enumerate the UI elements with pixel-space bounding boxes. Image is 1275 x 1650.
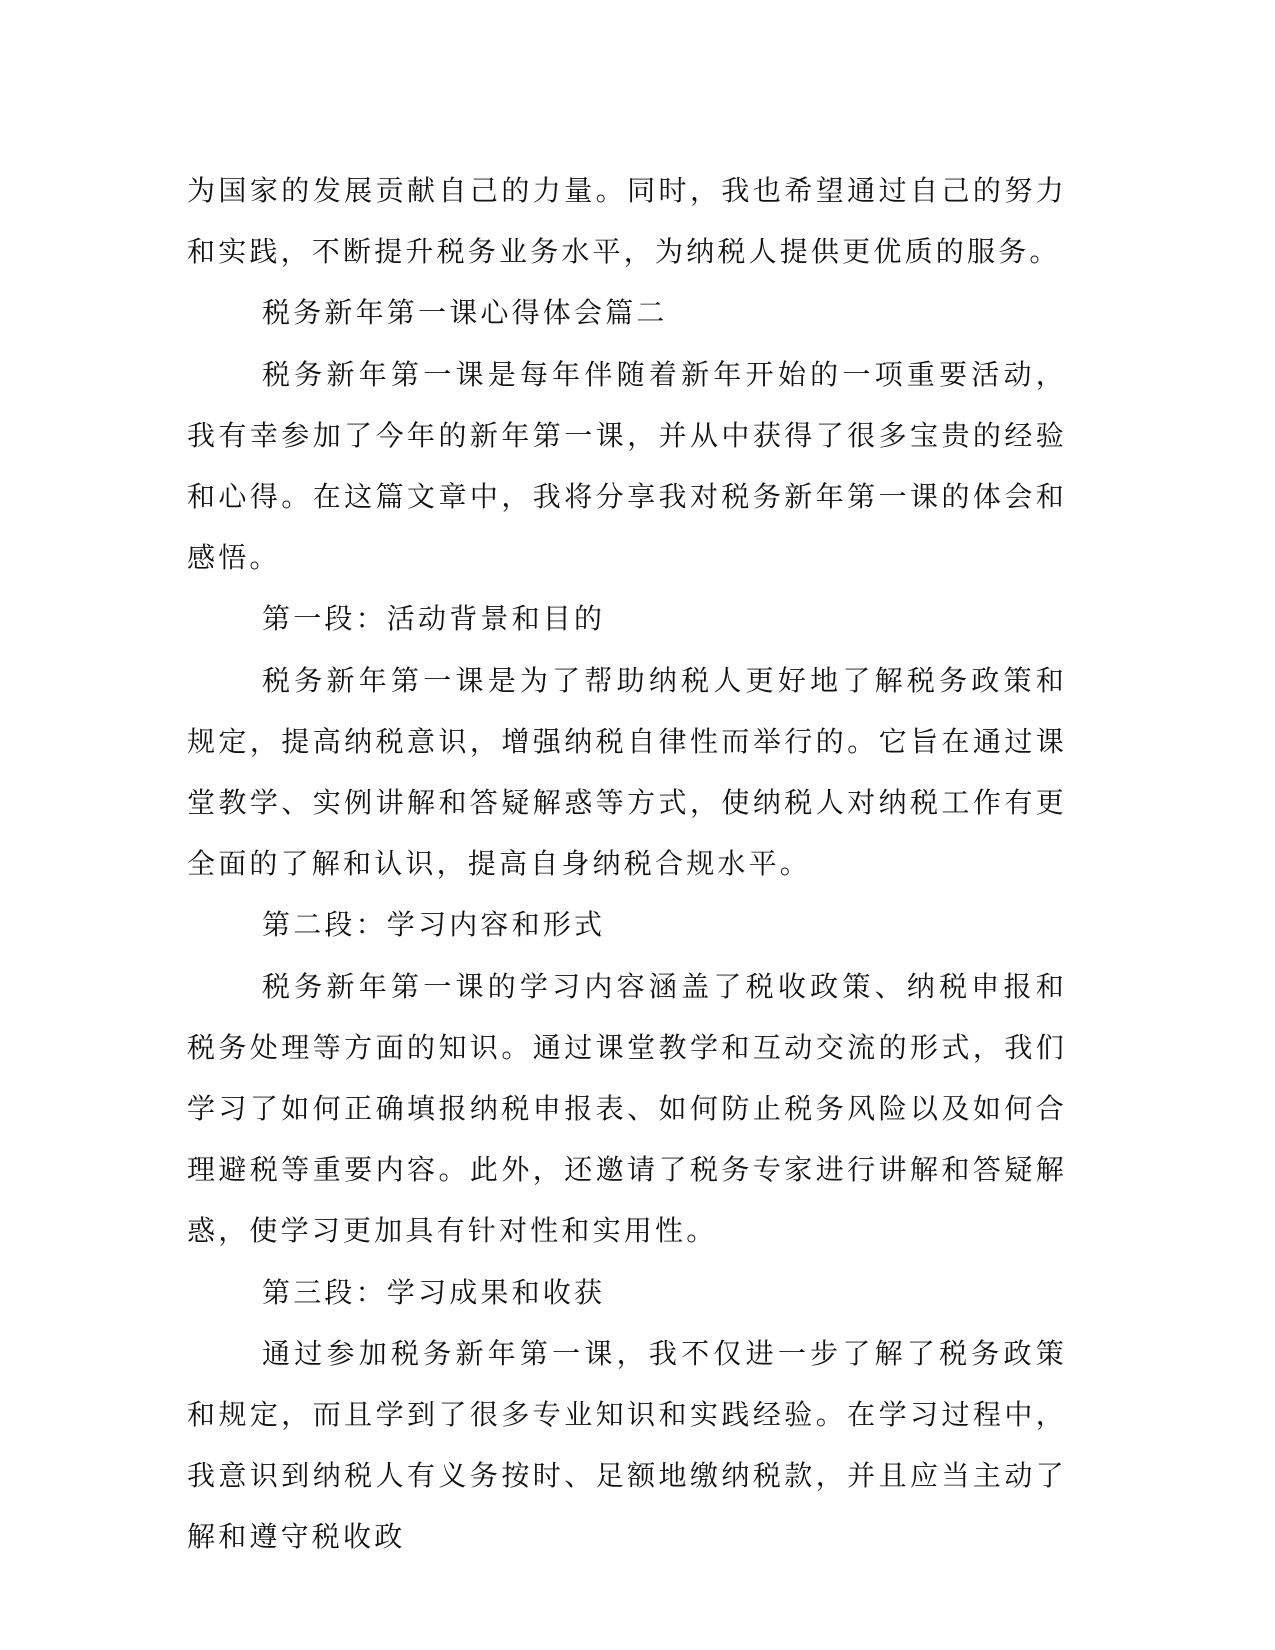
paragraph-content: 税务新年第一课的学习内容涵盖了税收政策、纳税申报和税务处理等方面的知识。通过课堂教学和互动交流的形式，我们学习了如何正确填报纳税申报表、如何防止税务风险以及如何合理避税等重要内容。此外，还邀请了税务专家进行讲解和答疑解惑，使学习更加具有针对性和实用性。 (187, 969, 1067, 1248)
paragraph-intro-continuation: 为国家的发展贡献自己的力量。同时，我也希望通过自己的努力和实践，不断提升税务业务水平，为纳税人提供更优质的服务。 (187, 174, 1067, 269)
section-heading-1: 第一段：活动背景和目的 (262, 602, 606, 636)
document-body (187, 160, 1067, 1568)
paragraph-results: 通过参加税务新年第一课，我不仅进一步了解了税务政策和规定，而且学到了很多专业知识和实践经验。在学习过程中，我意识到纳税人有义务按时、足额地缴纳税款，并且应当主动了解和遵守税收政 (187, 1336, 1067, 1554)
section-title: 税务新年第一课心得体会篇二 (262, 296, 668, 330)
paragraph-introduction: 税务新年第一课是每年伴随着新年开始的一项重要活动，我有幸参加了今年的新年第一课，并从中获得了很多宝贵的经验和心得。在这篇文章中，我将分享我对税务新年第一课的体会和感悟。 (187, 357, 1067, 575)
section-heading-3: 第三段：学习成果和收获 (262, 1275, 606, 1309)
paragraph-background: 税务新年第一课是为了帮助纳税人更好地了解税务政策和规定，提高纳税意识，增强纳税自律性而举行的。它旨在通过课堂教学、实例讲解和答疑解惑等方式，使纳税人对纳税工作有更全面的了解和认识，提高自身纳税合规水平。 (187, 663, 1067, 881)
section-heading-2: 第二段：学习内容和形式 (262, 908, 606, 942)
